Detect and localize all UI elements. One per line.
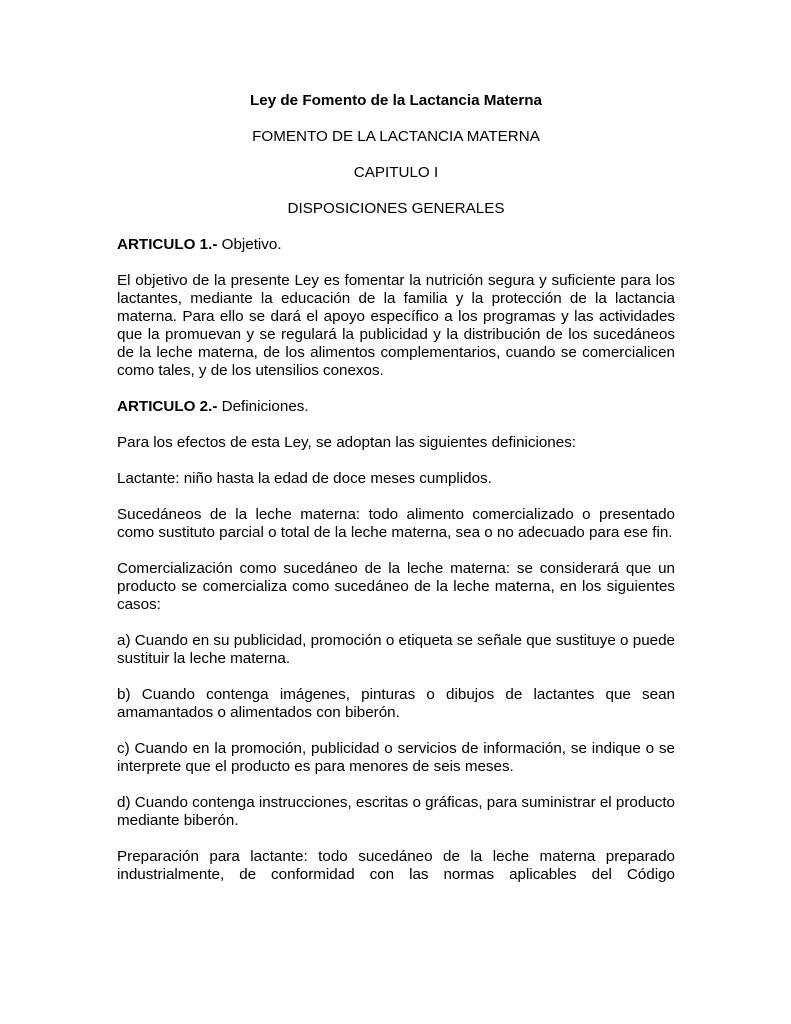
- definition-lactante: Lactante: niño hasta la edad de doce meses cumplidos.: [117, 470, 492, 487]
- chapter-heading: CAPITULO I: [353, 164, 439, 181]
- case-c: c) Cuando en la promoción, publicidad o servicios de información, se indique o se interprete que el producto es para menores de seis meses.: [117, 740, 675, 775]
- section-heading: DISPOSICIONES GENERALES: [287, 200, 505, 217]
- definition-preparacion: Preparación para lactante: todo sucedáneo de la leche materna preparado industrialmente, de conformidad con las normas aplicables del Código: [117, 848, 675, 883]
- case-b: b) Cuando contenga imágenes, pinturas o dibujos de lactantes que sean amamantados o alimentados con biberón.: [117, 686, 675, 721]
- case-d: d) Cuando contenga instrucciones, escritas o gráficas, para suministrar el producto mediante biberón.: [117, 794, 675, 829]
- article-1-body: El objetivo de la presente Ley es fomentar la nutrición segura y suficiente para los lactantes, mediante la educación de la familia y la protección de la lactancia materna. Para ello se dará el apoyo específico a los programas y las actividades que la promuevan y se regulará la publicidad y la distribución de los sucedáneos de la leche materna, de los alimentos complementarios, cuando se comercialicen como tales, y de los utensilios conexos.: [117, 272, 675, 379]
- article-2-intro: Para los efectos de esta Ley, se adoptan las siguientes definiciones:: [117, 434, 577, 451]
- document-subtitle: FOMENTO DE LA LACTANCIA MATERNA: [252, 128, 540, 145]
- article-1-title: Objetivo.: [217, 236, 282, 253]
- article-1-label: ARTICULO 1.-: [117, 236, 218, 253]
- article-2-label: ARTICULO 2.-: [117, 398, 218, 415]
- document-title: Ley de Fomento de la Lactancia Materna: [249, 92, 543, 109]
- case-a: a) Cuando en su publicidad, promoción o etiqueta se señale que sustituye o puede sustituir la leche materna.: [117, 632, 675, 667]
- article-2-title: Definiciones.: [217, 398, 309, 415]
- article-2-heading: [117, 398, 675, 416]
- definition-comercializacion: Comercialización como sucedáneo de la leche materna: se considerará que un producto se comercializa como sucedáneo de la leche materna, en los siguientes casos:: [117, 560, 675, 613]
- definition-sucedaneos: Sucedáneos de la leche materna: todo alimento comercializado o presentado como sustituto parcial o total de la leche materna, sea o no adecuado para ese fin.: [117, 506, 675, 541]
- document-body: [117, 92, 675, 884]
- article-1-heading: [117, 236, 675, 254]
